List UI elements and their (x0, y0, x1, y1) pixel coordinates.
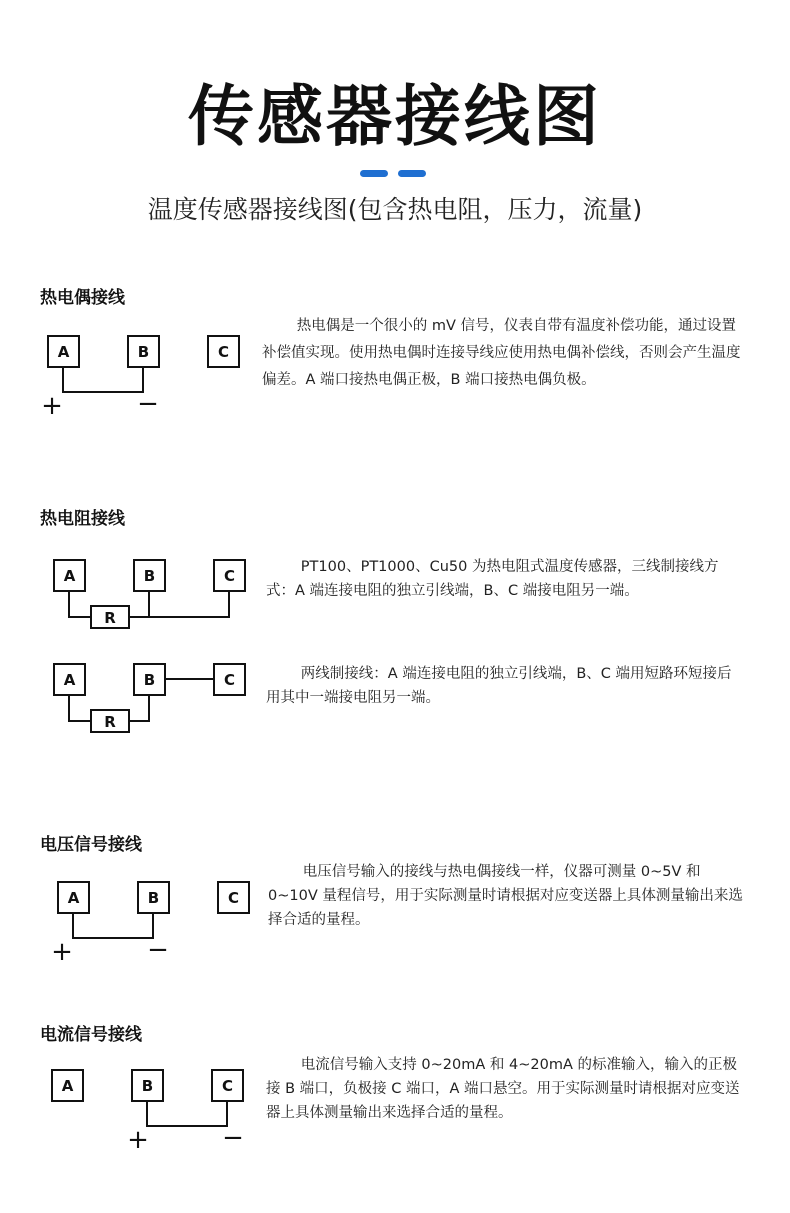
thermocouple-description: 热电偶是一个很小的 mV 信号，仪表自带有温度补偿功能，通过设置补偿值实现。使用热电偶时连接导线应使用热电偶补偿线，否则会产生温度偏差。A 端口接热电偶正极，B 端口接热电偶负极。 (262, 318, 741, 388)
accent-bar-right (398, 170, 426, 177)
negative-sign: − (147, 935, 169, 965)
negative-sign: − (222, 1123, 244, 1153)
terminal-a-label: A (63, 671, 76, 689)
thermocouple-wire (63, 368, 143, 392)
terminal-c-label: C (223, 671, 236, 689)
current-wiring-diagram (40, 1064, 260, 1154)
positive-sign: + (41, 391, 63, 421)
current-wire (147, 1101, 227, 1126)
positive-sign: + (127, 1125, 149, 1155)
terminal-a-label: A (67, 889, 80, 907)
resistor-label: R (104, 713, 116, 731)
rtd-two-wire-diagram (40, 652, 260, 737)
terminal-c-label: C (223, 567, 236, 585)
resistor-label: R (104, 609, 116, 627)
section-title-voltage: 电压信号接线 (40, 835, 142, 855)
terminal-b-label: B (141, 1077, 154, 1095)
terminal-b-label: B (143, 671, 156, 689)
terminal-a-label: A (63, 567, 76, 585)
rtd-two-wire-left-lead (69, 695, 91, 721)
section-title-thermocouple: 热电偶接线 (40, 288, 125, 308)
rtd-three-wire-diagram (40, 548, 260, 633)
rtd-two-wire-description: 两线制接线：A 端连接电阻的独立引线端，B、C 端用短路环短接后用其中一端接电阻另一端。 (266, 666, 732, 706)
terminal-b-label: B (143, 567, 156, 585)
terminal-b-label: B (137, 343, 150, 361)
page-subtitle: 温度传感器接线图(包含热电阻，压力，流量) (147, 195, 643, 224)
rtd-three-wire-right-lead (129, 591, 229, 617)
current-description: 电流信号输入支持 0~20mA 和 4~20mA 的标准输入，输入的正极接 B 端口，负极接 C 端口，A 端口悬空。用于实际测量时请根据对应变送器上具体测量输出来选择合适的量程。 (266, 1057, 740, 1121)
rtd-two-wire-right-lead (129, 695, 149, 721)
terminal-a-label: A (57, 343, 70, 361)
rtd-three-wire-left-lead (69, 591, 91, 617)
rtd-three-wire-description: PT100、PT1000、Cu50 为热电阻式温度传感器，三线制接线方式：A 端连接电阻的独立引线端，B、C 端接电阻另一端。 (266, 559, 719, 599)
terminal-c-label: C (217, 343, 230, 361)
voltage-wiring-diagram (40, 876, 260, 966)
section-title-rtd: 热电阻接线 (40, 509, 125, 529)
terminal-b-label: B (147, 889, 160, 907)
terminal-c-label: C (227, 889, 240, 907)
positive-sign: + (51, 937, 73, 967)
voltage-description: 电压信号输入的接线与热电偶接线一样，仪器可测量 0~5V 和 0~10V 量程信号，用于实际测量时请根据对应变送器上具体测量输出来选择合适的量程。 (268, 864, 743, 928)
accent-bar-left (360, 170, 388, 177)
page-title: 传感器接线图 (188, 78, 602, 155)
section-title-current: 电流信号接线 (40, 1025, 142, 1045)
voltage-wire (73, 913, 153, 938)
negative-sign: − (137, 389, 159, 419)
terminal-a-label: A (61, 1077, 74, 1095)
terminal-c-label: C (221, 1077, 234, 1095)
thermocouple-wiring-diagram (30, 330, 250, 420)
